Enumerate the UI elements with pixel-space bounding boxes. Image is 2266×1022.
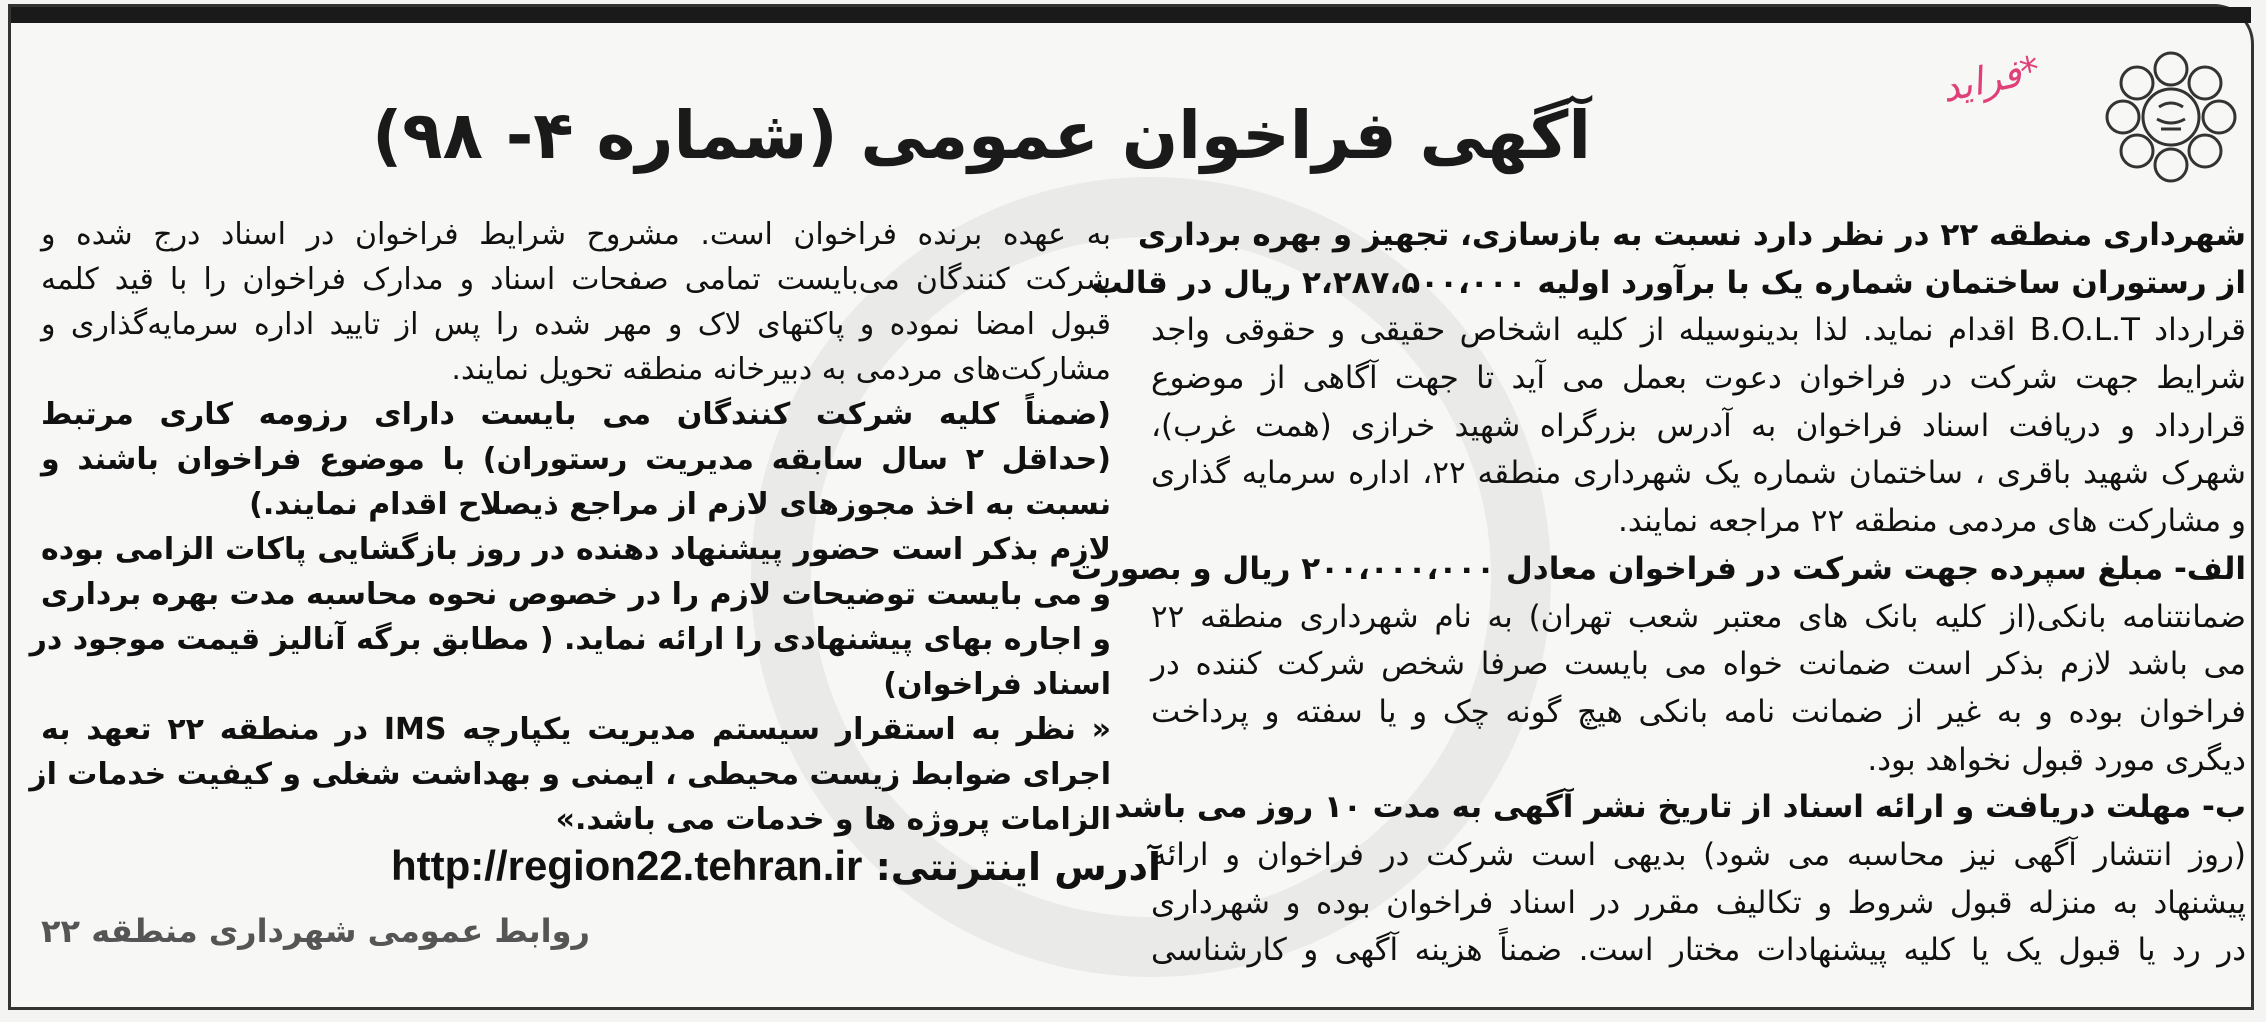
text-line: قبول امضا نموده و پاکتهای لاک و مهر شده را پس از تایید اداره سرمایه‌گذاری و — [41, 307, 1111, 342]
right-column-text — [1070, 212, 2246, 975]
text-line: از رستوران ساختمان شماره یک با برآورد اولیه ۲،۲۸۷،۵۰۰،۰۰۰ ریال در قالب — [1091, 264, 2246, 301]
text-line: قرارداد و دریافت اسناد فراخوان به آدرس بزرگراه شهید خرازی (همت غرب)، — [1151, 407, 2246, 444]
text-line: (روز انتشار آگهی نیز محاسبه می شود) بدیهی است شرکت در فراخوان و ارائه — [1151, 836, 2246, 873]
text-line: لازم بذکر است حضور پیشنهاد دهنده در روز بازگشایی پاکات الزامی بوده — [41, 532, 1111, 567]
text-line: و اجاره بهای پیشنهادی را ارائه نماید. ( مطابق برگه آنالیز قیمت موجود در — [29, 622, 1111, 657]
text-line: می باشد لازم بذکر است ضمانت خواه می بایست صرفا شخص شرکت کننده در — [1151, 646, 2246, 683]
text-line: (ضمناً کلیه شرکت کنندگان می بایست دارای رزومه کاری مرتبط — [41, 397, 1111, 432]
text-line: ضمانتنامه بانکی(از کلیه بانک های معتبر شعب تهران) به نام شهرداری منطقه ۲۲ — [1151, 598, 2246, 635]
text-line: نسبت به اخذ مجوزهای لازم از مراجع ذیصلاح اقدام نمایند.) — [249, 487, 1111, 522]
text-line: به عهده برنده فراخوان است. مشروح شرایط فراخوان در اسناد درج شده و — [41, 217, 1111, 252]
top-black-bar — [11, 7, 2251, 23]
website-link[interactable]: http://region22.tehran.ir — [391, 842, 863, 889]
text-line: دیگری مورد قبول نخواهد بود. — [1867, 741, 2246, 778]
left-column-text — [29, 212, 1111, 842]
text-line: ب- مهلت دریافت و ارائه اسناد از تاریخ نشر آگهی به مدت ۱۰ روز می باشد — [1114, 789, 2246, 826]
text-line: شرایط جهت شرکت در فراخوان دعوت بعمل می آید تا جهت آگاهی از موضوع — [1151, 360, 2246, 397]
text-line: شرکت کنندگان می‌بایست تمامی صفحات اسناد و مدارک فراخوان را با قید کلمه — [41, 262, 1111, 297]
text-line: « نظر به استقرار سیستم مدیریت یکپارچه IMS در منطقه ۲۲ تعهد به — [41, 712, 1111, 747]
advertisement-frame — [8, 4, 2254, 1010]
signature: روابط عمومی شهرداری منطقه ۲۲ — [41, 912, 590, 950]
website-label: آدرس اینترنتی: — [875, 845, 1162, 889]
text-line: شهرک شهید باقری ، ساختمان شماره یک شهرداری منطقه ۲۲، اداره سرمایه گذاری — [1151, 455, 2246, 492]
text-line: اجرای ضوابط زیست محیطی ، ایمنی و بهداشت شغلی و کیفیت خدمات از — [29, 757, 1111, 792]
handwritten-note: *فراید — [1937, 47, 2044, 111]
website-line — [391, 842, 1161, 890]
text-line: (حداقل ۲ سال سابقه مدیریت رستوران) با موضوع فراخوان باشند و — [41, 442, 1111, 477]
text-line: مشارکت‌های مردمی به دبیرخانه منطقه تحویل نمایند. — [451, 352, 1111, 387]
municipality-logo-icon — [2101, 47, 2241, 187]
text-line: الف- مبلغ سپرده جهت شرکت در فراخوان معادل ۲۰۰،۰۰۰،۰۰۰ ریال و بصورت — [1070, 550, 2246, 587]
text-line: و مشارکت های مردمی منطقه ۲۲ مراجعه نمایند. — [1617, 503, 2246, 540]
text-line: الزامات پروژه ها و خدمات می باشد.» — [555, 802, 1111, 837]
text-line: و می بایست توضیحات لازم را در خصوص نحوه محاسبه مدت بهره برداری — [40, 577, 1111, 612]
text-line: شهرداری منطقه ۲۲ در نظر دارد نسبت به بازسازی، تجهیز و بهره برداری — [1137, 217, 2246, 253]
ad-title: آگهی فراخوان عمومی (شماره ۴- ۹۸) — [372, 97, 1591, 174]
text-line: فراخوان بوده و به غیر از ضمانت نامه بانکی هیچ گونه چک و یا سفته و پرداخت — [1151, 693, 2246, 730]
text-line: در رد یا قبول یک یا کلیه پیشنهادات مختار است. ضمناً هزینه آگهی و کارشناسی — [1151, 932, 2246, 969]
text-line: پیشنهاد به منزله قبول شروط و تکالیف مقرر در اسناد فراخوان بوده و شهرداری — [1151, 884, 2246, 921]
text-line: قرارداد B.O.L.T اقدام نماید. لذا بدینوسیله از کلیه اشخاص حقیقی و حقوقی واجد — [1151, 312, 2246, 349]
text-line: اسناد فراخوان) — [883, 667, 1111, 702]
